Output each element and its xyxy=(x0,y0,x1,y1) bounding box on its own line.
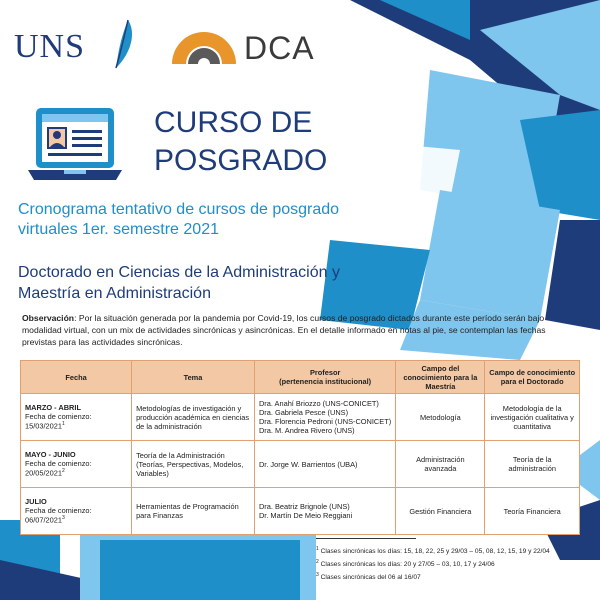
header-profesor-line2: (pertenencia institucional) xyxy=(279,377,372,386)
footnote-item: $^1$ Clases sincrónicas los días: 15, 18, 22, 25 y 29/03 – 05, 08, 12, 15, 19 y 22/04 xyxy=(316,546,550,556)
cell-tema: Teoría de la Administración (Teorías, Perspectivas, Modelos, Variables) xyxy=(132,441,255,488)
professor-name: Dra. Gabriela Pesce (UNS) xyxy=(258,408,349,417)
start-date: Fecha de comienzo: 15/03/2021$^1$ xyxy=(25,412,92,431)
cell-fecha xyxy=(21,488,132,535)
header-fecha: Fecha xyxy=(21,361,132,394)
programs-title: Doctorado en Ciencias de la Administración y Maestría en Administración xyxy=(18,264,340,302)
professor-name: Dr. Jorge W. Barrientos (UBA) xyxy=(258,459,358,469)
footnotes xyxy=(316,544,600,584)
uns-logo: UNS xyxy=(14,28,86,65)
header-tema: Tema xyxy=(132,361,255,394)
cell-profesores xyxy=(254,488,395,535)
cell-campo-doctorado: Teoría de la administración xyxy=(485,441,580,488)
footnote-item: $^2$ Clases sincrónicas los días: 20 y 27/05 – 03, 10, 17 y 24/06 xyxy=(316,559,495,569)
professor-name: Dra. M. Andrea Rivero (UNS) xyxy=(258,426,355,435)
footnote-ref: 2 xyxy=(62,468,65,475)
professor-name: Dra. Florencia Pedroni (UNS-CONICET) xyxy=(258,417,392,426)
table-row xyxy=(21,441,580,488)
period-label: JULIO xyxy=(25,497,47,507)
header-campo-maestria: Campo del conocimiento para la Maestría xyxy=(396,361,485,394)
footnote-ref: 1 xyxy=(62,421,65,428)
footnote-item: $^3$ Clases sincrónicas del 06 al 16/07 xyxy=(316,572,421,582)
schedule-subtitle: Cronograma tentativo de cursos de posgrado virtuales 1er. semestre 2021 xyxy=(18,201,340,238)
dca-arc-icon xyxy=(170,30,238,66)
professor-name: Dra. Anahí Briozzo (UNS-CONICET) xyxy=(258,399,379,408)
course-schedule-table xyxy=(20,360,580,535)
cell-fecha xyxy=(21,441,132,488)
period-label: MARZO - ABRIL xyxy=(25,403,81,413)
observation-text: : Por la situación generada por la pandemia por Covid-19, los cursos de posgrado dictados durante este período serán bajo modalidad virtual, con un mix de actividades sincrónicas y asincrónicas. En el detalle informado en notas al pie, se contemplan las fechas previstas para las actividades sincrónicas. xyxy=(22,313,546,347)
table-header-row xyxy=(21,361,580,394)
course-title-line1: CURSO DE xyxy=(154,106,313,139)
observation-note xyxy=(22,312,582,348)
cell-campo-doctorado: Teoría Financiera xyxy=(485,488,580,535)
feather-icon xyxy=(108,18,136,70)
cell-profesores xyxy=(254,441,395,488)
start-date: Fecha de comienzo: 06/07/2021$^3$ xyxy=(25,506,92,525)
cell-campo-doctorado: Metodología de la investigación cualitativa y cuantitativa xyxy=(485,394,580,441)
cell-tema: Metodologías de investigación y producción académica en ciencias de la administración xyxy=(132,394,255,441)
cell-campo-maestria: Gestión Financiera xyxy=(396,488,485,535)
course-title xyxy=(154,104,327,180)
cell-campo-maestria: Administración avanzada xyxy=(396,441,485,488)
header-profesor xyxy=(254,361,395,394)
professor-name: Dr. Martín De Meio Reggiani xyxy=(258,511,353,520)
cell-campo-maestria: Metodología xyxy=(396,394,485,441)
footnote-ref: 3 xyxy=(62,515,65,522)
course-title-line2: POSGRADO xyxy=(154,144,328,177)
header-campo-doctorado: Campo de conocimiento para el Doctorado xyxy=(485,361,580,394)
cell-tema: Herramientas de Programación para Finanzas xyxy=(132,488,255,535)
period-label: MAYO - JUNIO xyxy=(25,450,76,460)
cell-fecha xyxy=(21,394,132,441)
header-profesor-line1: Profesor xyxy=(309,368,341,377)
dca-logo: DCA xyxy=(244,30,315,66)
table-row xyxy=(21,394,580,441)
table-row xyxy=(21,488,580,535)
observation-label: Observación xyxy=(22,313,75,323)
footnote-divider xyxy=(316,538,416,539)
laptop-profile-icon xyxy=(28,106,122,190)
cell-profesores xyxy=(254,394,395,441)
professor-name: Dra. Beatriz Brignole (UNS) xyxy=(258,502,350,511)
start-date: Fecha de comienzo: 20/05/2021$^2$ xyxy=(25,459,92,478)
